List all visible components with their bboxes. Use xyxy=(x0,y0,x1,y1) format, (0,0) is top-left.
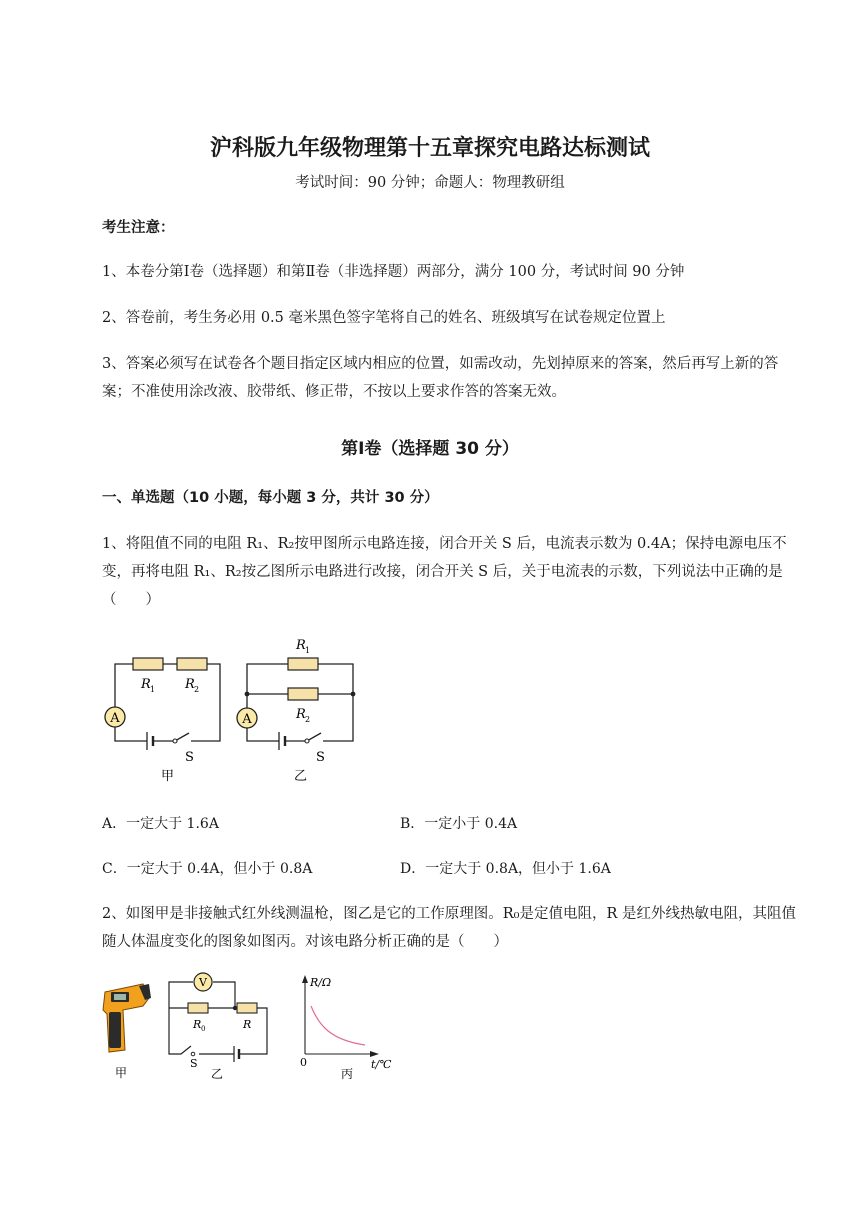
y-axis-label: R/Ω xyxy=(310,976,332,989)
exam-title: 沪科版九年级物理第十五章探究电路达标测试 xyxy=(209,136,650,161)
switch-pivot-q2 xyxy=(191,1052,195,1056)
switch-pivot-yi xyxy=(305,739,309,743)
notice-item-1: 1、本卷分第Ⅰ卷（选择题）和第Ⅱ卷（非选择题）两部分，满分 100 分，考试时间 90 分钟 xyxy=(102,264,685,280)
label-r2-jia-sub: 2 xyxy=(194,685,200,694)
label-r2-jia: R xyxy=(185,677,195,692)
junction-right xyxy=(351,692,356,697)
switch-label-q2: S xyxy=(190,1057,198,1070)
question-2-text: 2、如图甲是非接触式红外线测温枪，图乙是它的工作原理图。R₀是定值电阻，R 是红外线热敏电阻，其阻值随人体温度变化的图象如图丙。对该电路分析正确的是（ ） xyxy=(102,906,796,950)
label-r0-sub: 0 xyxy=(201,1025,206,1033)
ammeter-jia xyxy=(105,707,125,727)
caption-graph-bing: 丙 xyxy=(341,1067,354,1081)
option-d: D．一定大于 0.8A，但小于 1.6A xyxy=(400,861,611,877)
junction-left xyxy=(245,692,250,697)
caption-gun-jia: 甲 xyxy=(115,1066,128,1080)
resistor-r2-yi xyxy=(288,688,318,700)
switch-pivot-jia xyxy=(173,739,177,743)
option-b: B．一定小于 0.4A xyxy=(400,816,518,832)
notice-item-2: 2、答卷前，考生务必用 0.5 毫米黑色签字笔将自己的姓名、班级填写在试卷规定位置上 xyxy=(102,310,666,326)
caption-yi: 乙 xyxy=(294,769,308,784)
label-r2-yi-sub: 2 xyxy=(305,715,311,724)
label-r1-yi-sub: 1 xyxy=(305,646,311,655)
question-2-figure xyxy=(95,970,405,1085)
thermometer-gun-image xyxy=(103,984,151,1052)
resistor-r0 xyxy=(188,1003,208,1013)
resistor-r1-jia xyxy=(133,658,163,670)
option-a: A．一定大于 1.6A xyxy=(102,816,219,832)
label-r1-jia: R xyxy=(141,677,151,692)
label-r2-yi: R xyxy=(296,707,306,722)
part-title: 一、单选题（10 小题，每小题 3 分，共计 30 分） xyxy=(102,490,439,506)
label-r: R xyxy=(243,1018,252,1031)
y-axis-arrow xyxy=(302,975,308,983)
section-title: 第Ⅰ卷（选择题 30 分） xyxy=(341,439,519,459)
question-1-figure xyxy=(95,630,375,785)
resistor-r xyxy=(237,1003,257,1013)
x-axis-label: t/℃ xyxy=(371,1058,392,1071)
label-r1-jia-sub: 1 xyxy=(150,685,156,694)
resistor-r2-jia xyxy=(177,658,207,670)
notice-item-3: 3、答案必须写在试卷各个题目指定区域内相应的位置，如需改动，先划掉原来的答案，然后再写上新的答案；不准使用涂改液、胶带纸、修正带，不按以上要求作答的答案无效。 xyxy=(102,356,779,400)
exam-subtitle: 考试时间：90 分钟；命题人：物理教研组 xyxy=(295,175,565,191)
switch-label-jia: S xyxy=(185,750,194,765)
ammeter-yi xyxy=(237,708,257,728)
resistance-temperature-curve xyxy=(311,1006,365,1045)
question-1-text: 1、将阻值不同的电阻 R₁、R₂按甲图所示电路连接，闭合开关 S 后，电流表示数为 0.4A；保持电源电压不变，再将电阻 R₁、R₂按乙图所示电路进行改接，闭合开关 S 后，关于电流表的示数，下列说法中正确的是（ ） xyxy=(102,536,787,608)
ammeter-label-jia: A xyxy=(110,711,120,726)
x-axis-arrow xyxy=(370,1051,379,1057)
label-r1-yi: R xyxy=(296,638,306,653)
notice-heading: 考生注意： xyxy=(102,220,175,236)
ammeter-label-yi: A xyxy=(242,712,252,727)
caption-circuit-yi: 乙 xyxy=(211,1067,224,1081)
label-r0: R xyxy=(193,1018,202,1031)
resistor-r1-yi xyxy=(288,658,318,670)
voltmeter xyxy=(194,973,212,991)
caption-jia: 甲 xyxy=(161,769,175,784)
option-c: C．一定大于 0.4A，但小于 0.8A xyxy=(102,861,313,877)
origin-label: 0 xyxy=(300,1056,307,1069)
switch-label-yi: S xyxy=(316,750,325,765)
voltmeter-label: V xyxy=(199,976,207,989)
